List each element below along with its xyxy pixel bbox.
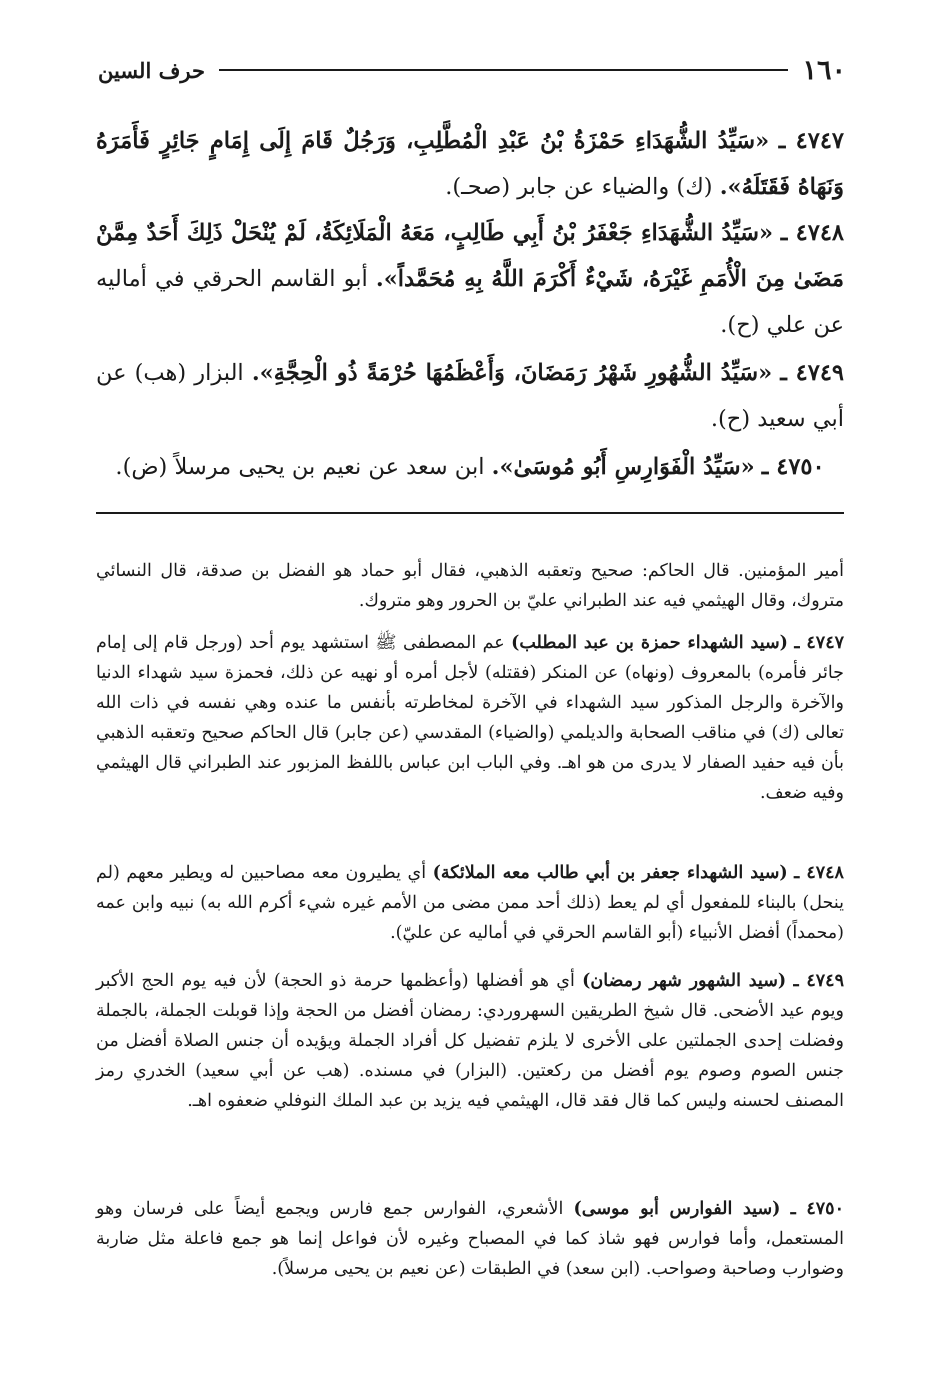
hadith-4748 [96,210,844,348]
commentary-4747 [96,628,844,808]
hadith-number: ٤٧٤٧ ـ [778,128,844,154]
hadith-4750 [96,444,844,490]
commentary-text: أي يطيرون معه مصاحبين له ويطير معهم (لم ينحل) بالبناء للمفعول أي لم يعط (ذلك أحد ممن مضى من الأمم غيره شيء أكرم الله به) نبيه وابن عمه (محمداً) أفضل الأنبياء (أبو القاسم الحرقي في أماليه عن عليّ). [96,863,844,943]
hadith-4749 [96,350,844,442]
commentary-text: أي هو أفضلها (وأعظمها حرمة ذو الحجة) لأن فيه يوم الحج الأكبر ويوم عيد الأضحى. قال شيخ الطريقين السهروردي: رمضان أفضل من الحجة وإذا قوبلت الجملة، بالجملة وفضلت إحدى الجملتين على الأخرى لا يلزم تفضيل كل أفراد الجملة ويؤيده أن جنس الصلاة أفضل من جنس الصوم وصوم يوم أفضل من ركعتين. (البزار) في مسنده. (هب عن أبي سعيد) الخدري رمز المصنف لحسنه وليس كما قال فقد قال، الهيثمي فيه يزيد بن عبد الملك النوفلي ضعفوه اهـ. [96,971,844,1111]
commentary-text: الأشعري، الفوارس جمع فارس ويجمع أيضاً على فرسان وهو المستعمل، وأما فوارس فهو شاذ كما في المصباح وغيره لأن فواعل إنما هو جمع فاعلة مثل ضاربة وضوارب وصاحبة وصواحب. (ابن سعد) في الطبقات (عن نعيم بن يحيى مرسلاً). [96,1199,844,1279]
commentary-text: عم المصطفى ﷺ استشهد يوم أحد (ورجل قام إلى إمام جائر فأمره) بالمعروف (ونهاه) عن المنكر (فقتله) لأجل أمره أو نهيه عن ذلك، فحمزة سيد شهداء الدنيا والآخرة والرجل المذكور سيد الشهداء في الآخرة لمخاطرته بأنفس ما عنده وهي نفسه في ذات الله تعالى (ك) في مناقب الصحابة والديلمي (والضياء) المقدسي (عن جابر) قال الحاكم صحيح وتعقبه الذهبي بأن فيه حفيد الصفار لا يدرى من هو اهـ. وفي الباب ابن عباس باللفظ المزبور عند الطبراني قال الهيثمي وفيه ضعف. [96,633,844,803]
commentary-number: ٤٧٤٧ ـ [794,633,844,653]
commentary-4750 [96,1194,844,1284]
commentary-number: ٤٧٤٩ ـ [793,971,844,991]
commentary-intro: أمير المؤمنين. قال الحاكم: صحيح وتعقبه الذهبي، فقال أبو حماد هو الفضل بن صدقة، قال النسائي متروك، وقال الهيثمي فيه عند الطبراني عليّ بن الحرور وهو متروك. [96,561,844,611]
commentary-lead: (سيد الشهداء جعفر بن أبي طالب معه الملائكة) [432,863,788,883]
commentary-lead: (سيد الفوارس أبو موسى) [573,1199,781,1219]
hadith-number: ٤٧٤٩ ـ [780,360,845,386]
hadith-text: «سَيِّدُ الشُّهَدَاءِ حَمْزَةُ بْنُ عَبْدِ الْمُطَّلِبِ، وَرَجُلٌ قَامَ إِلَى إِمَامٍ جَائِرٍ فَأَمَرَهُ وَنَهَاهُ فَقَتَلَهُ». [96,128,844,200]
hadith-text: «سَيِّدُ الشُّهَدَاءِ جَعْفَرُ بْنُ أَبِي طَالِبٍ، مَعَهُ الْمَلَائِكَةُ، لَمْ يُنْحَلْ ذَلِكَ أَحَدٌ مِمَّنْ مَضَىٰ مِنَ الْأُمَمِ غَيْرَهُ، شَيْءٌ أَكْرَمَ اللَّهُ بِهِ مُحَمَّداً». [96,220,844,292]
hadith-text: «سَيِّدُ الشُّهُورِ شَهْرُ رَمَضَانَ، وَأَعْظَمُهَا حُرْمَةً ذُو الْحِجَّةِ». [251,360,773,386]
page-header [98,50,846,90]
commentary-number: ٤٧٤٨ ـ [794,863,844,883]
footnote-divider [96,512,844,514]
commentary-lead: (سيد الشهور شهر رمضان) [582,971,787,991]
header-rule [219,69,789,71]
commentary-lead: (سيد الشهداء حمزة بن عبد المطلب) [511,633,788,653]
commentary-4748 [96,858,844,948]
hadith-number: ٤٧٥٠ ـ [761,454,825,480]
hadith-text: «سَيِّدُ الْفَوَارِسِ أَبُو مُوسَىٰ». [491,454,755,480]
chapter-title: حرف السين [98,57,205,83]
hadith-source: (ك) والضياء عن جابر (صحـ). [445,174,713,200]
hadith-source: ابن سعد عن نعيم بن يحيى مرسلاً (ض). [115,454,485,480]
page-number: ١٦٠ [802,54,846,86]
hadith-number: ٤٧٤٨ ـ [780,220,845,246]
hadith-source: البزار (هب) عن أبي سعيد (ح). [96,360,844,432]
commentary-4749 [96,966,844,1116]
hadith-source: أبو القاسم الحرقي في أماليه عن علي (ح). [96,266,844,338]
hadith-4747 [96,118,844,210]
commentary-number: ٤٧٥٠ ـ [790,1199,844,1219]
